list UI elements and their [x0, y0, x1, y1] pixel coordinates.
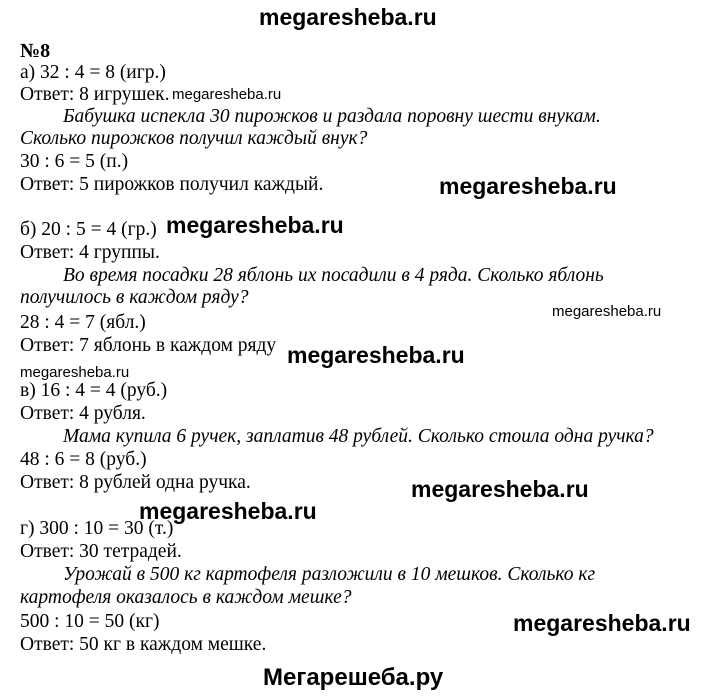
task-text-line: Во время посадки 28 яблонь их посадили в 4 ряда. Сколько яблонь [63, 265, 604, 286]
watermark: megaresheba.ru [172, 86, 282, 103]
answer-line: Ответ: 8 рублей одна ручка. [20, 472, 251, 493]
task-text-line: Сколько пирожков получил каждый внук? [20, 128, 368, 149]
answer-line: Ответ: 50 кг в каждом мешке. [20, 634, 267, 655]
answer-line: Ответ: 4 группы. [20, 242, 160, 263]
solution-line: 500 : 10 = 50 (кг) [20, 611, 160, 632]
answer-line: Ответ: 7 яблонь в каждом ряду [20, 335, 277, 356]
solution-line: г) 300 : 10 = 30 (т.) [20, 518, 174, 539]
watermark: megaresheba.ru [20, 364, 130, 381]
answer-line: Ответ: 5 пирожков получил каждый. [20, 174, 324, 195]
solution-line: 48 : 6 = 8 (руб.) [20, 449, 147, 470]
watermark: megaresheba.ru [439, 173, 617, 199]
answer-line: Ответ: 4 рубля. [20, 403, 146, 424]
watermark: megaresheba.ru [287, 342, 465, 368]
footer-watermark: Мегарешеба.ру [263, 664, 444, 691]
watermark: megaresheba.ru [139, 498, 317, 524]
watermark: megaresheba.ru [166, 212, 344, 238]
solution-line: а) 32 : 4 = 8 (игр.) [20, 62, 166, 83]
exercise-number: №8 [20, 40, 51, 62]
task-text-line: получилось в каждом ряду? [20, 287, 249, 308]
watermark: megaresheba.ru [552, 303, 662, 320]
answer-line: Ответ: 8 игрушек. [20, 84, 170, 105]
solution-line: 30 : 6 = 5 (п.) [20, 151, 129, 172]
header-watermark: megaresheba.ru [259, 4, 437, 30]
watermark: megaresheba.ru [411, 476, 589, 502]
task-text-line: Урожай в 500 кг картофеля разложили в 10 мешков. Сколько кг [63, 564, 596, 585]
task-text-line: Мама купила 6 ручек, заплатив 48 рублей. Сколько стоила одна ручка? [63, 426, 654, 447]
task-text-line: Бабушка испекла 30 пирожков и раздала поровну шести внукам. [63, 106, 601, 127]
solution-line: 28 : 4 = 7 (ябл.) [20, 312, 146, 333]
task-text-line: картофеля оказалось в каждом мешке? [20, 587, 352, 608]
answer-line: Ответ: 30 тетрадей. [20, 541, 182, 562]
watermark: megaresheba.ru [513, 610, 691, 636]
solution-line: в) 16 : 4 = 4 (руб.) [20, 380, 168, 401]
solution-line: б) 20 : 5 = 4 (гр.) [20, 219, 157, 240]
